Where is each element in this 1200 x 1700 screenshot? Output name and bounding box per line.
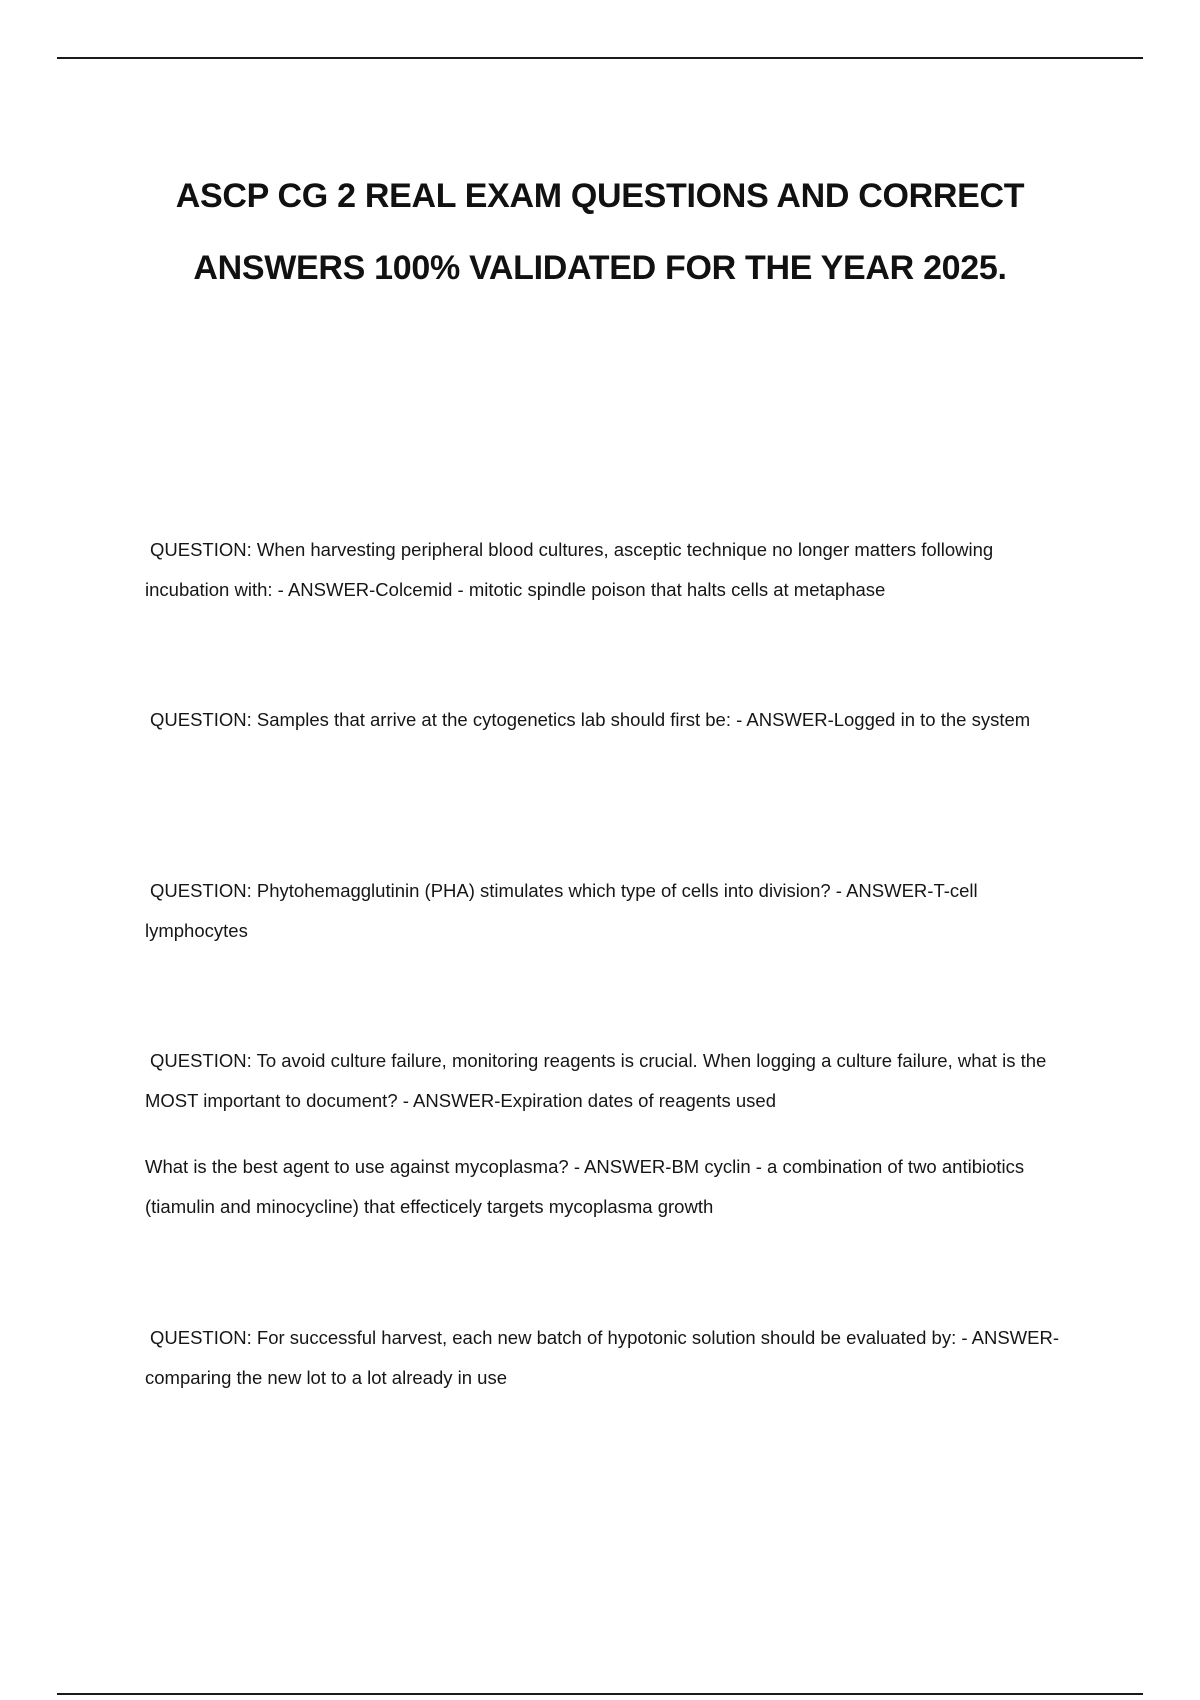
footer-rule (57, 1693, 1143, 1695)
qa-entry-text: QUESTION: To avoid culture failure, monitoring reagents is crucial. When logging a culture failure, what is the MOST important to document? - ANSWER-Expiration dates of reagents used (145, 1050, 1047, 1111)
qa-entry-3 (145, 871, 1080, 951)
title-line-1: ASCP CG 2 REAL EXAM QUESTIONS AND CORRECT (175, 177, 1025, 215)
qa-entry-text: QUESTION: Phytohemagglutinin (PHA) stimulates which type of cells into division? - ANSWER-T-cell lymphocytes (145, 880, 978, 941)
document-title (100, 160, 1100, 304)
qa-entry-5 (145, 1147, 1080, 1227)
header-rule (57, 57, 1143, 59)
qa-entry-6 (145, 1318, 1080, 1398)
qa-entry-2 (145, 700, 1080, 740)
qa-entry-text: QUESTION: Samples that arrive at the cytogenetics lab should first be: - ANSWER-Logged in to the system (150, 709, 1031, 730)
title-line-2: ANSWERS 100% VALIDATED FOR THE YEAR 2025. (193, 249, 1007, 287)
qa-entry-4 (145, 1041, 1080, 1121)
qa-entry-text: What is the best agent to use against mycoplasma? - ANSWER-BM cyclin - a combination of two antibiotics (tiamulin and minocycline) that effecticely targets mycoplasma growth (145, 1156, 1025, 1217)
qa-entry-text: QUESTION: For successful harvest, each new batch of hypotonic solution should be evaluated by: - ANSWER-comparing the new lot to a lot already in use (145, 1327, 1059, 1388)
qa-entry-text: QUESTION: When harvesting peripheral blood cultures, asceptic technique no longer matters following incubation with: - ANSWER-Colcemid - mitotic spindle poison that halts cells at metaphase (145, 539, 994, 600)
qa-entry-1 (145, 530, 1080, 610)
